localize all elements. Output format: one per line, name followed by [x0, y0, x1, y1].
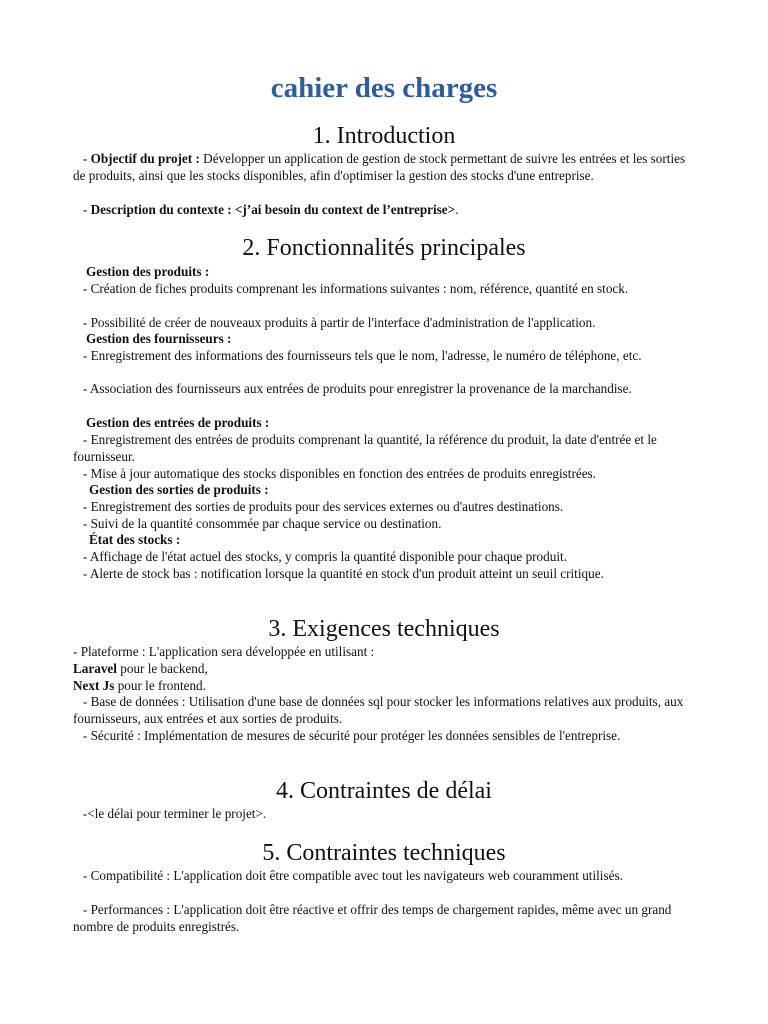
sorties-label — [89, 481, 713, 498]
entrees-label — [86, 414, 710, 431]
contexte-end: . — [455, 202, 459, 217]
fournisseurs-label-text: Gestion des fournisseurs : — [86, 331, 232, 346]
fournisseurs-item-2: - Association des fournisseurs aux entrées de produits pour enregistrer la provenance de la marchandise. — [73, 381, 632, 396]
plateforme-line: - Plateforme : L'application sera développée en utilisant : — [73, 644, 375, 659]
produits-label-text: Gestion des produits : — [86, 264, 210, 279]
entrees-label-text: Gestion des entrées de produits : — [86, 415, 270, 430]
section-heading-introduction: 1. Introduction — [312, 123, 456, 149]
section-heading-exigences: 3. Exigences techniques — [268, 616, 500, 642]
produits-item-2: - Possibilité de créer de nouveaux produits à partir de l'interface d'administration de l'application. — [73, 315, 596, 330]
contexte-label: Description du contexte : <j’ai besoin du context de l’entreprise> — [90, 202, 456, 217]
etat-item-1: - Affichage de l'état actuel des stocks, y compris la quantité disponible pour chaque produit. — [73, 549, 567, 564]
performances-paragraph: - Performances : L'application doit être réactive et offrir des temps de chargement rapides, même avec un grand nombre de produits enregistrés. — [73, 902, 675, 934]
laravel-label: Laravel — [73, 661, 117, 676]
laravel-line — [73, 660, 697, 677]
delai-paragraph: -<le délai pour terminer le projet>. — [73, 806, 267, 821]
sorties-label-text: Gestion des sorties de produits : — [89, 482, 269, 497]
section-heading-contraintes-techniques: 5. Contraintes techniques — [262, 840, 506, 866]
produits-label — [86, 263, 710, 280]
objectif-text: Développer un application de gestion de stock permettant de suivre les entrées et les sorties de produits, ainsi que les stocks disponibles, afin d'optimiser la gestion des stocks d'une entreprise. — [73, 151, 689, 183]
produits-item-1: - Création de fiches produits comprenant les informations suivantes : nom, référence, quantité en stock. — [73, 281, 629, 296]
section-heading-fonctionnalites: 2. Fonctionnalités principales — [242, 235, 526, 261]
fournisseurs-item-1: - Enregistrement des informations des fournisseurs tels que le nom, l'adresse, le numéro de téléphone, etc. — [73, 348, 642, 363]
bdd-paragraph: - Base de données : Utilisation d'une base de données sql pour stocker les informations relatives aux produits, aux fournisseurs, aux entrées et aux sorties de produits. — [73, 694, 687, 726]
document-title: cahier des charges — [270, 72, 498, 104]
compatibilite-paragraph: - Compatibilité : L'application doit être compatible avec tout les navigateurs web couramment utilisés. — [73, 868, 623, 883]
entrees-item-2: - Mise à jour automatique des stocks disponibles en fonction des entrées de produits enregistrées. — [73, 466, 596, 481]
laravel-text: pour le backend, — [116, 661, 208, 676]
next-label: Next Js — [73, 678, 115, 693]
etat-label — [89, 531, 713, 548]
sorties-item-1: - Enregistrement des sorties de produits pour des services externes ou d'autres destinations. — [73, 499, 564, 514]
next-line — [73, 677, 697, 694]
entrees-item-1: - Enregistrement des entrées de produits comprenant la quantité, la référence du produit, la date d'entrée et le fournisseur. — [73, 432, 661, 464]
etat-item-2: - Alerte de stock bas : notification lorsque la quantité en stock d'un produit atteint un seuil critique. — [73, 566, 604, 581]
objectif-label: Objectif du projet : — [90, 151, 200, 166]
contexte-paragraph: - Description du contexte : <j’ai besoin du context de l’entreprise>. — [73, 202, 459, 217]
sorties-item-2: - Suivi de la quantité consommée par chaque service ou destination. — [73, 516, 442, 531]
fournisseurs-label — [86, 330, 710, 347]
securite-paragraph: - Sécurité : Implémentation de mesures de sécurité pour protéger les données sensibles de l'entreprise. — [73, 728, 621, 743]
etat-label-text: État des stocks : — [89, 532, 181, 547]
objectif-paragraph: - Objectif du projet : Développer un application de gestion de stock permettant de suivre les entrées et les sorties de produits, ainsi que les stocks disponibles, afin d'optimiser la gestion des stocks d'une entreprise. — [73, 151, 689, 183]
next-text: pour le frontend. — [114, 678, 206, 693]
section-heading-delai: 4. Contraintes de délai — [276, 778, 492, 804]
